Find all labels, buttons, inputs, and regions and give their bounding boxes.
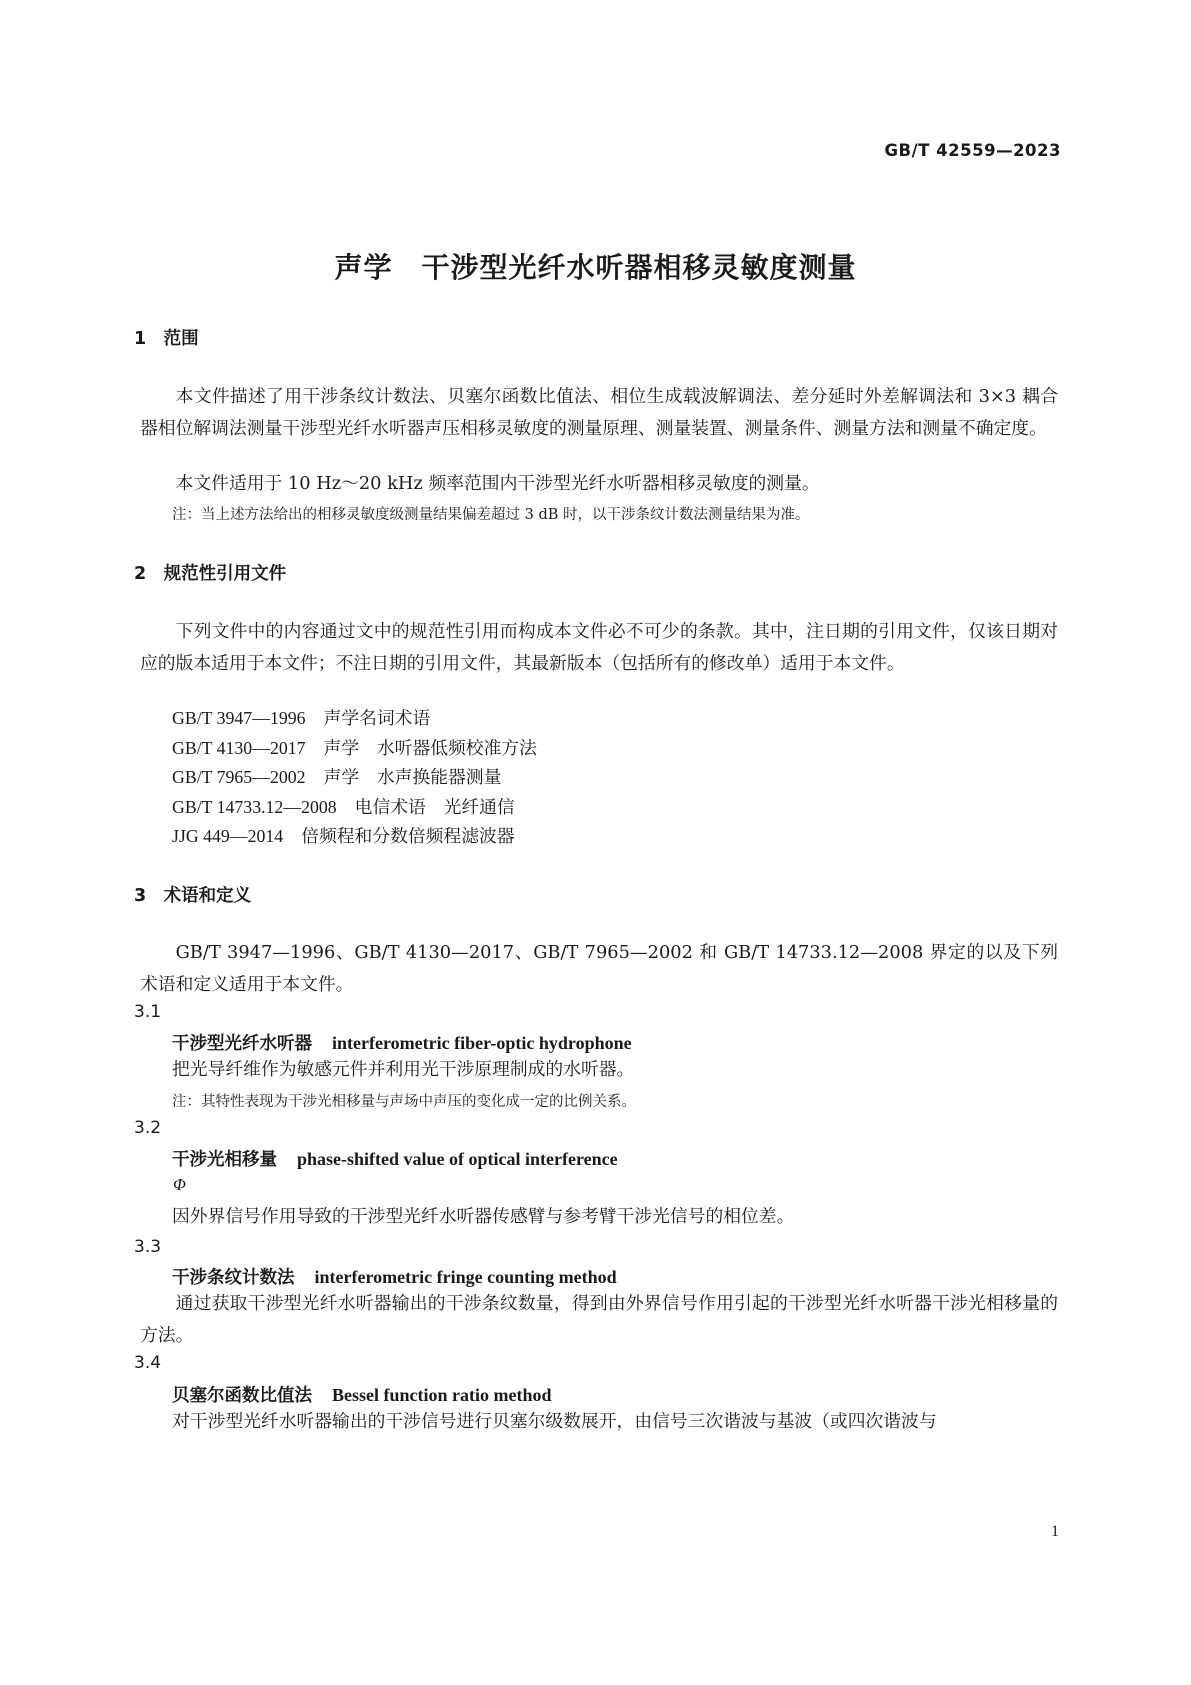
term-entry — [172, 1382, 552, 1407]
term-definition: 把光导纤维作为敏感元件并利用光干涉原理制成的水听器。 — [172, 1059, 635, 1080]
reference-title: 声学名词术语 — [323, 708, 431, 729]
reference-code: GB/T 14733.12—2008 — [172, 797, 337, 817]
section-1-paragraph-2: 本文件适用于 10 Hz～20 kHz 频率范围内干涉型光纤水听器相移灵敏度的测量。 — [175, 473, 820, 494]
term-definition: 通过获取干涉型光纤水听器输出的干涉条纹数量，得到由外界信号作用引起的干涉型光纤水听器干涉光相移量的方法。 — [140, 1293, 1058, 1346]
section-2-heading: 2 规范性引用文件 — [134, 564, 287, 584]
term-name-zh: 干涉条纹计数法 — [172, 1268, 295, 1288]
term-note: 注：其特性表现为干涉光相移量与声场中声压的变化成一定的比例关系。 — [172, 1094, 636, 1110]
reference-title: 声学 水声换能器测量 — [323, 767, 502, 788]
reference-item — [172, 703, 430, 735]
term-name-en: Bessel function ratio method — [332, 1385, 552, 1405]
term-name-zh: 干涉型光纤水听器 — [172, 1034, 312, 1054]
term-definition: 因外界信号作用导致的干涉型光纤水听器传感臂与参考臂干涉光信号的相位差。 — [172, 1206, 795, 1227]
term-name-en: interferometric fringe counting method — [314, 1267, 617, 1287]
reference-code: GB/T 7965—2002 — [172, 767, 306, 787]
section-1-note: 注：当上述方法给出的相移灵敏度级测量结果偏差超过 3 dB 时，以干涉条纹计数法测量结果为准。 — [172, 507, 810, 523]
term-name-en: phase-shifted value of optical interference — [297, 1149, 618, 1169]
section-1-heading: 1 范围 — [134, 329, 199, 349]
term-name-zh: 干涉光相移量 — [172, 1150, 277, 1170]
reference-code: JJG 449—2014 — [172, 826, 284, 846]
term-name-en: interferometric fiber-optic hydrophone — [332, 1033, 632, 1053]
standard-number: GB/T 42559—2023 — [884, 141, 1061, 160]
term-entry — [172, 1030, 632, 1055]
reference-code: GB/T 4130—2017 — [172, 738, 306, 758]
section-2-paragraph-1: 下列文件中的内容通过文中的规范性引用而构成本文件必不可少的条款。其中，注日期的引用文件，仅该日期对应的版本适用于本文件；不注日期的引用文件，其最新版本（包括所有的修改单）适用于本文件。 — [140, 621, 1058, 674]
reference-item — [172, 733, 537, 765]
reference-title: 倍频程和分数倍频程滤波器 — [301, 826, 515, 847]
term-number: 3.1 — [134, 1002, 162, 1022]
reference-title: 电信术语 光纤通信 — [354, 797, 515, 818]
reference-item — [172, 821, 515, 853]
term-name-zh: 贝塞尔函数比值法 — [172, 1386, 312, 1406]
page-number: 1 — [1051, 1523, 1059, 1540]
term-entry — [172, 1264, 617, 1289]
term-number: 3.3 — [134, 1237, 162, 1257]
reference-item — [172, 792, 515, 824]
reference-item — [172, 762, 501, 794]
section-1-paragraph-1: 本文件描述了用干涉条纹计数法、贝塞尔函数比值法、相位生成载波解调法、差分延时外差解调法和 3×3 耦合器相位解调法测量干涉型光纤水听器声压相移灵敏度的测量原理、测量装置、测量条件、测量方法和测量不确定度。 — [140, 386, 1058, 439]
term-number: 3.2 — [134, 1118, 162, 1138]
section-3-heading: 3 术语和定义 — [134, 886, 252, 906]
reference-title: 声学 水听器低频校准方法 — [323, 738, 537, 759]
reference-code: GB/T 3947—1996 — [172, 708, 306, 728]
term-symbol: Φ — [173, 1175, 186, 1194]
document-title: 声学 干涉型光纤水听器相移灵敏度测量 — [334, 251, 857, 284]
section-3-paragraph-1: GB/T 3947—1996、GB/T 4130—2017、GB/T 7965—2002 和 GB/T 14733.12—2008 界定的以及下列术语和定义适用于本文件。 — [140, 942, 1058, 995]
term-entry — [172, 1146, 618, 1171]
term-number: 3.4 — [134, 1353, 162, 1373]
term-definition: 对干涉型光纤水听器输出的干涉信号进行贝塞尔级数展开，由信号三次谐波与基波（或四次谐波与 — [172, 1411, 937, 1432]
